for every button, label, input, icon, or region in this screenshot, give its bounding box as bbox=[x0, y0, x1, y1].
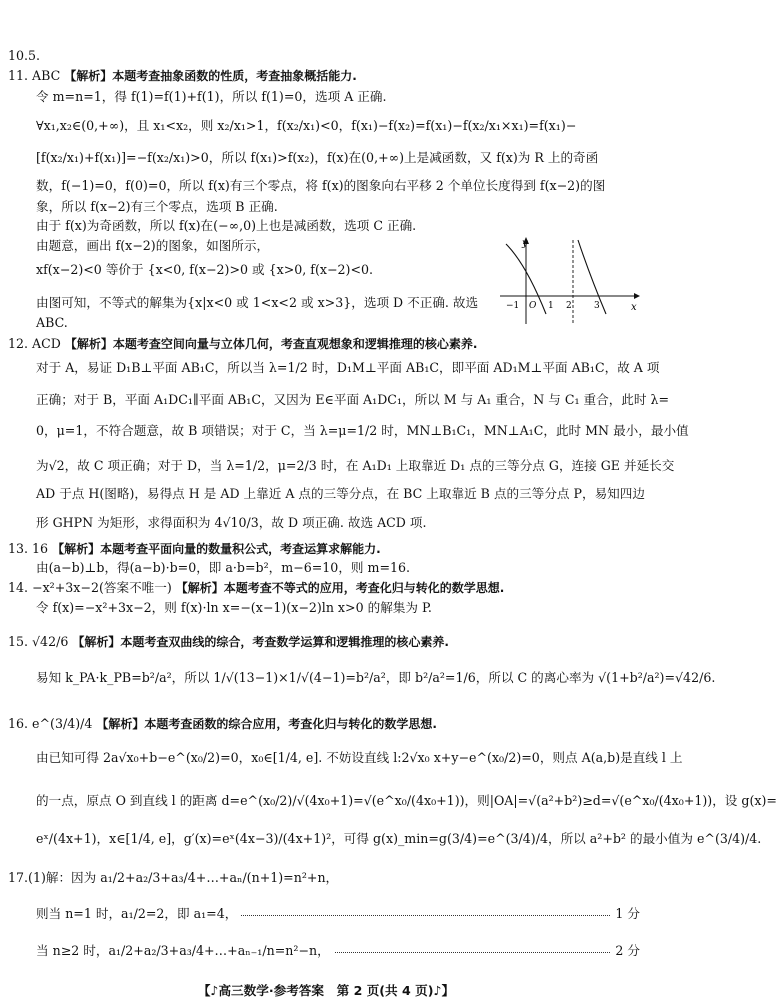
text-line: 数，f(−1)=0，f(0)=0，所以 f(x)有三个零点，将 f(x)的图象向右平移 2 个单位长度得到 f(x−2)的图 bbox=[36, 178, 606, 193]
text-line: 10.5. bbox=[8, 48, 41, 63]
scored-step bbox=[36, 906, 640, 922]
text-line: 0，μ=1，不符合题意，故 B 项错误；对于 C，当 λ=μ=1/2 时，MN⊥B₁C₁，MN⊥A₁C，此时 MN 最小，最小值 bbox=[36, 423, 689, 438]
analysis-heading: 【解析】本题考查空间向量与立体几何，考查直观想象和逻辑推理的核心素养. bbox=[64, 337, 478, 351]
step-text: 则当 n=1 时，a₁/2=2，即 a₁=4， bbox=[36, 906, 241, 922]
text-line: 对于 A，易证 D₁B⊥平面 AB₁C，所以当 λ=1/2 时，D₁M⊥平面 AB₁C，即平面 AD₁M⊥平面 AB₁C，故 A 项 bbox=[36, 360, 660, 375]
answer-key: 12. ACD bbox=[8, 336, 65, 351]
analysis-heading: 【解析】本题考查双曲线的综合，考查数学运算和逻辑推理的核心素养. bbox=[72, 635, 449, 649]
analysis-heading: 【解析】本题考查函数的综合应用，考查化归与转化的数学思想. bbox=[96, 717, 437, 731]
answer-key: 14. −x²+3x−2(答案不唯一) bbox=[8, 580, 176, 595]
text-line: ABC. bbox=[36, 315, 68, 330]
text-line bbox=[8, 336, 640, 352]
text-line: eˣ/(4x+1)，x∈[1/4, e]，g′(x)=eˣ(4x−3)/(4x+1)²，可得 g(x)_min=g(3/4)=e^(3/4)/4，所以 a²+b² 的最小值为 e^(3/4)/4. bbox=[36, 831, 762, 846]
analysis-heading: 【解析】本题考查抽象函数的性质，考查抽象概括能力. bbox=[64, 69, 357, 83]
text-line: xf(x−2)<0 等价于 {x<0, f(x−2)>0 或 {x>0, f(x−2)<0. bbox=[36, 262, 374, 277]
answer-key: 16. e^(3/4)/4 bbox=[8, 716, 97, 731]
curve-right bbox=[578, 240, 606, 314]
text-line: 的一点，原点 O 到直线 l 的距离 d=e^(x₀/2)/√(4x₀+1)=√(e^x₀/(4x₀+1))，则|OA|=√(a²+b²)≥d=√(e^x₀/(4x₀+1))，设 g(x)= bbox=[36, 793, 777, 808]
function-graph bbox=[498, 236, 640, 326]
y-axis-label: y bbox=[522, 238, 528, 249]
text-line: AD 于点 H(图略)，易得点 H 是 AD 上靠近 A 点的三等分点，在 BC 上取靠近 B 点的三等分点 P，易知四边 bbox=[36, 486, 645, 501]
tick-label-2: 2 bbox=[566, 301, 572, 311]
text-line bbox=[8, 68, 640, 84]
text-line: 象，所以 f(x−2)有三个零点，选项 B 正确. bbox=[36, 199, 278, 214]
origin-label: O bbox=[529, 301, 537, 311]
text-line: 形 GHPN 为矩形，求得面积为 4√10/3，故 D 项正确. 故选 ACD 项. bbox=[36, 515, 427, 530]
text-line: 由(a−b)⊥b，得(a−b)·b=0，即 a·b=b²，m−6=10，则 m=16. bbox=[36, 560, 411, 575]
x-axis-label: x bbox=[631, 302, 637, 313]
text-line: 由图可知，不等式的解集为{x|x<0 或 1<x<2 或 x>3}，选项 D 不正确. 故选 bbox=[36, 295, 479, 310]
answer-key: 13. 16 bbox=[8, 541, 53, 556]
text-line bbox=[8, 634, 640, 650]
text-line bbox=[8, 716, 640, 732]
score-label: 2 分 bbox=[611, 943, 640, 959]
page-footer: 【♪高三数学·参考答案 第 2 页(共 4 页)♪】 bbox=[197, 983, 455, 998]
tick-label-neg1: −1 bbox=[506, 301, 520, 311]
text-line: 由于 f(x)为奇函数，所以 f(x)在(−∞,0)上也是减函数，选项 C 正确. bbox=[36, 218, 417, 233]
text-line: 令 m=n=1，得 f(1)=f(1)+f(1)，所以 f(1)=0，选项 A 正确. bbox=[36, 89, 387, 104]
text-line: 令 f(x)=−x²+3x−2，则 f(x)·ln x=−(x−1)(x−2)ln x>0 的解集为 P. bbox=[36, 600, 432, 615]
scored-step bbox=[36, 943, 640, 959]
text-line: 由题意，画出 f(x−2)的图象，如图所示， bbox=[36, 238, 270, 253]
text-line bbox=[8, 541, 640, 557]
answer-key: 11. ABC bbox=[8, 68, 65, 83]
text-line: 易知 k_PA·k_PB=b²/a²，所以 1/√(13−1)×1/√(4−1)=b²/a²，即 b²/a²=1/6，所以 C 的离心率为 √(1+b²/a²)=√42/6. bbox=[36, 670, 716, 685]
x-axis-arrow-icon bbox=[634, 293, 640, 299]
score-label: 1 分 bbox=[611, 906, 640, 922]
text-line: 由已知可得 2a√x₀+b−e^(x₀/2)=0，x₀∈[1/4, e]. 不妨设直线 l:2√x₀ x+y−e^(x₀/2)=0，则点 A(a,b)是直线 l 上 bbox=[36, 750, 683, 765]
text-line bbox=[8, 580, 640, 596]
text-line: 17.(1)解：因为 a₁/2+a₂/3+a₃/4+…+aₙ/(n+1)=n²+n， bbox=[8, 870, 339, 885]
analysis-heading: 【解析】本题考查不等式的应用，考查化归与转化的数学思想. bbox=[175, 581, 505, 595]
step-text: 当 n≥2 时，a₁/2+a₂/3+a₃/4+…+aₙ₋₁/n=n²−n， bbox=[36, 943, 334, 959]
text-line: ∀x₁,x₂∈(0,+∞)，且 x₁<x₂，则 x₂/x₁>1，f(x₂/x₁)<0，f(x₁)−f(x₂)=f(x₁)−f(x₂/x₁×x₁)=f(x₁)− bbox=[36, 118, 577, 133]
tick-label-3: 3 bbox=[594, 301, 600, 311]
text-line: 正确；对于 B，平面 A₁DC₁∥平面 AB₁C，又因为 E∈平面 A₁DC₁，所以 M 与 A₁ 重合，N 与 C₁ 重合，此时 λ= bbox=[36, 392, 670, 407]
text-line: 为√2，故 C 项正确；对于 D，当 λ=1/2，μ=2/3 时，在 A₁D₁ 上取靠近 D₁ 点的三等分点 G，连接 GE 并延长交 bbox=[36, 458, 675, 473]
tick-label-1: 1 bbox=[548, 301, 554, 311]
text-line: [f(x₂/x₁)+f(x₁)]=−f(x₂/x₁)>0，所以 f(x₁)>f(x₂)，f(x)在(0,+∞)上是减函数，又 f(x)为 R 上的奇函 bbox=[36, 150, 599, 165]
analysis-heading: 【解析】本题考查平面向量的数量积公式，考查运算求解能力. bbox=[52, 542, 381, 556]
answer-key: 15. √42/6 bbox=[8, 634, 73, 649]
